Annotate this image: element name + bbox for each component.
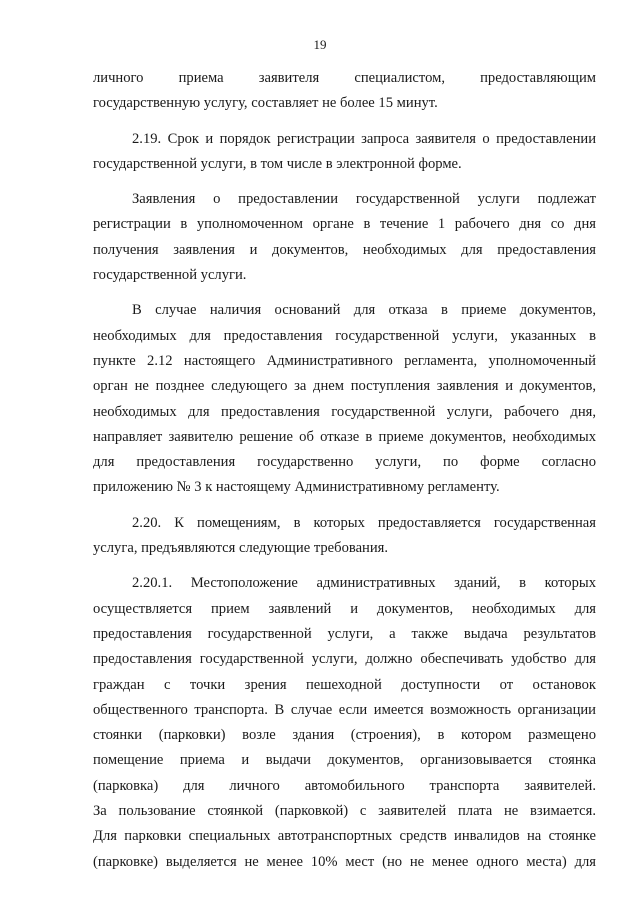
text-line: необходимых для предоставления государственной услуги, рабочего дня, [93,403,596,420]
text-line: необходимых для предоставления государственной услуги, указанных в [93,327,596,344]
text-line: предоставления государственной услуги, должно обеспечивать удобство для [93,651,596,668]
text-line: государственную услугу, составляет не более 15 минут. [93,95,438,112]
text-line: (парковка) для личного автомобильного транспорта заявителей. [93,777,596,794]
paragraph [93,511,596,562]
document-body [93,66,596,885]
text-line: услуга, предъявляются следующие требования. [93,540,389,557]
text-line: 2.20.1. Местоположение административных зданий, в которых [132,575,596,592]
text-line: орган не позднее следующего за днем поступления заявления и документов, [93,378,596,395]
text-line: предоставления государственной услуги, а также выдача результатов [93,625,596,642]
text-line: государственной услуги, в том числе в электронной форме. [93,155,462,172]
text-line: государственной услуги. [93,267,247,284]
text-line: направляет заявителю решение об отказе в приеме документов, необходимых [93,428,596,445]
paragraph [93,127,596,178]
text-line: В случае наличия оснований для отказа в приеме документов, [132,302,596,319]
text-line: регистрации в уполномоченном органе в течение 1 рабочего дня со дня [93,216,596,233]
text-line: 2.20. К помещениям, в которых предоставляется государственная [132,514,596,531]
text-line: (парковке) выделяется не менее 10% мест (но не менее одного места) для [93,853,596,870]
text-line: получения заявления и документов, необходимых для предоставления [93,241,596,258]
paragraph [93,66,596,117]
text-line: стоянки (парковки) возле здания (строения), в котором размещено [93,727,596,744]
text-line: помещение приема и выдачи документов, организовывается стоянка [93,752,596,769]
text-line: Для парковки специальных автотранспортных средств инвалидов на стоянке [93,828,596,845]
paragraph [93,298,596,500]
text-line: За пользование стоянкой (парковкой) с заявителей плата не взимается. [93,803,596,820]
paragraph [93,571,596,875]
text-line: для предоставления государственно услуги, по форме согласно [93,454,596,471]
text-line: пункте 2.12 настоящего Административного регламента, уполномоченный [93,352,596,369]
text-line: осуществляется прием заявлений и документов, необходимых для [93,600,596,617]
text-line: общественного транспорта. В случае если имеется возможность организации [93,701,596,718]
text-line: граждан с точки зрения пешеходной доступности от остановок [93,676,596,693]
text-line: 2.19. Срок и порядок регистрации запроса заявителя о предоставлении [132,130,596,147]
paragraph [93,187,596,288]
page-number: 19 [313,37,327,52]
text-line: Заявления о предоставлении государственной услуги подлежат [132,191,596,208]
text-line: приложению № 3 к настоящему Административному регламенту. [93,479,500,496]
text-line: личного приема заявителя специалистом, предоставляющим [93,70,596,86]
